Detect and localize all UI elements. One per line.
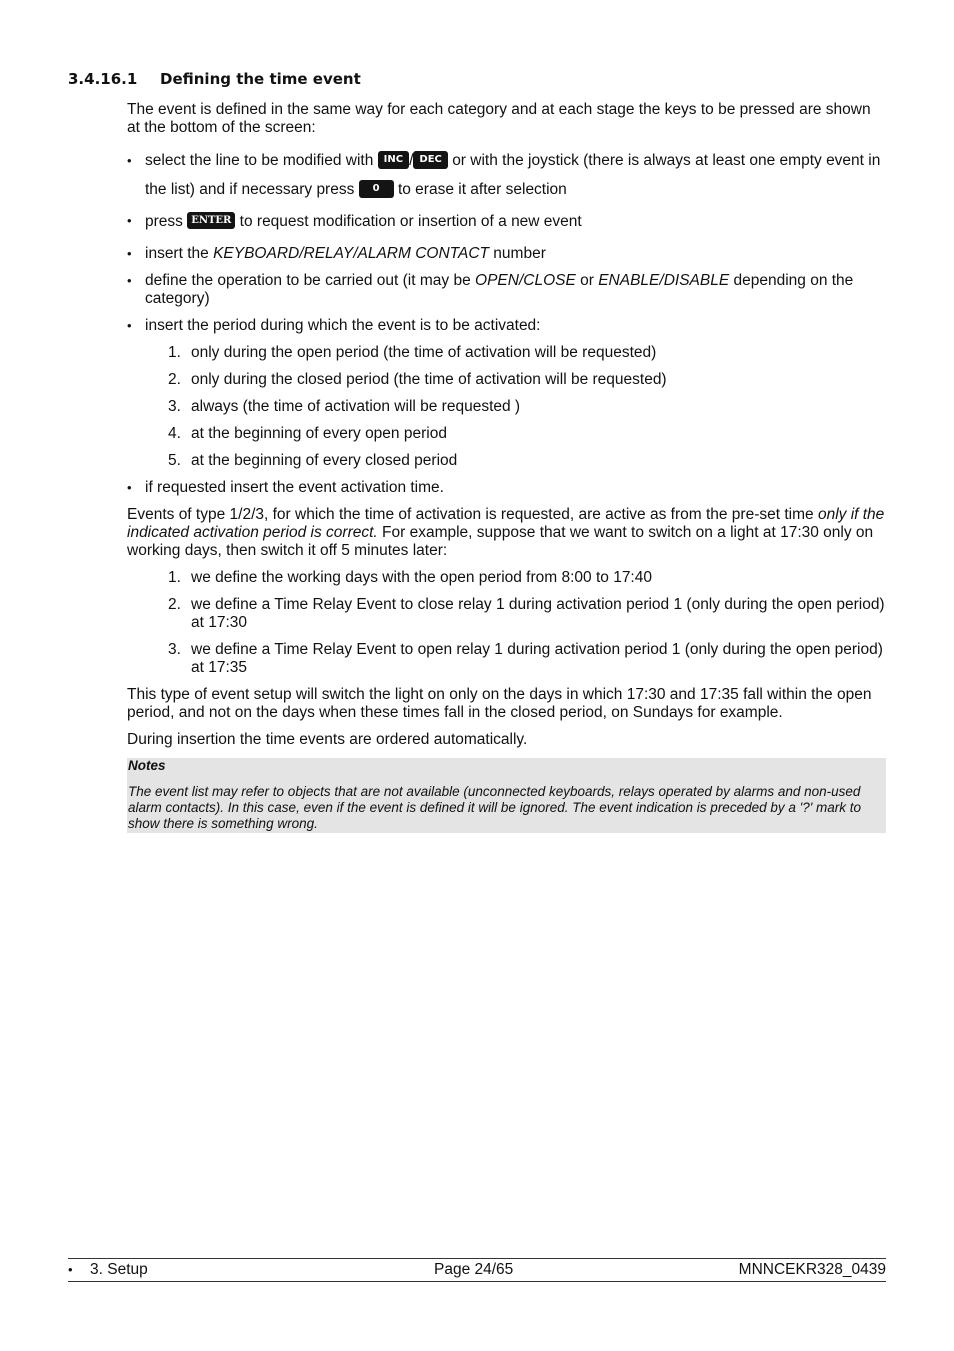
bullet-text: number [493, 245, 546, 262]
list-text: at the beginning of every open period [191, 425, 447, 442]
list-text: we define a Time Relay Event to open relay 1 during activation period 1 (only during the open period) at 17:35 [191, 641, 883, 676]
section-title: Defining the time event [160, 70, 361, 88]
inc-key-icon: INC [378, 151, 409, 169]
list-item [127, 569, 886, 587]
notes-title-bold: Note [128, 758, 158, 773]
list-item [127, 641, 886, 677]
document-body [127, 101, 886, 833]
notes-title-rest: s [158, 758, 166, 773]
bullet-text: or [580, 272, 594, 289]
footer-bullet: • [68, 1262, 73, 1277]
bullet-text: press [145, 213, 183, 230]
bullet-define-operation [127, 272, 886, 308]
list-text: only during the closed period (the time of activation will be requested) [191, 371, 667, 388]
bullet-text: or with the joystick (there is always at least one empty event in the list) and if necessary press [145, 152, 881, 198]
bullet-activation-time: • if requested insert the event activation time. [127, 479, 886, 497]
footer-section [68, 1261, 148, 1279]
footer-doc-code: MNNCEKR328_0439 [738, 1261, 886, 1278]
list-item [127, 371, 886, 389]
list-number: 3. [168, 641, 181, 658]
list-text: at the beginning of every closed period [191, 452, 458, 469]
list-text: we define a Time Relay Event to close relay 1 during activation period 1 (only during the open period) at 17:30 [191, 596, 885, 631]
list-number: 5. [168, 452, 181, 469]
bullet-text: to erase it after selection [397, 181, 567, 198]
bullet-emphasis: OPEN/CLOSE [475, 272, 576, 289]
bullet-select-line [127, 146, 886, 204]
section-number: 3.4.16.1 [68, 70, 138, 88]
bullet-insert-number [127, 245, 886, 263]
bullet-text: define the operation to be carried out (it may be [145, 272, 471, 289]
list-number: 4. [168, 425, 181, 442]
bullet-text: to request modification or insertion of a new event [239, 213, 582, 230]
list-item [127, 425, 886, 443]
dec-key-icon: DEC [413, 151, 447, 169]
list-text: we define the working days with the open period from 8:00 to 17:40 [191, 569, 652, 586]
footer-bottom-rule [68, 1281, 886, 1282]
events-paragraph [127, 506, 886, 560]
bullet-text: insert the [145, 245, 209, 262]
bullet-insert-period: • insert the period during which the event is to be activated: [127, 317, 886, 335]
ordering-paragraph: During insertion the time events are ordered automatically. [127, 731, 528, 748]
list-item [127, 596, 886, 632]
key-separator: / [409, 152, 414, 169]
list-item [127, 344, 886, 362]
list-text: only during the open period (the time of activation will be requested) [191, 344, 657, 361]
bullet-text: select the line to be modified with [145, 152, 374, 169]
notes-title [128, 758, 884, 774]
footer-section-label: 3. Setup [90, 1261, 148, 1278]
enter-key-icon: ENTER [187, 212, 235, 229]
list-item [127, 452, 886, 470]
paragraph-text: For example, suppose that we want to switch on a light at 17:30 only on working days, then switch it off 5 minutes later: [127, 524, 874, 559]
zero-key-icon: 0 [359, 180, 394, 198]
list-number: 3. [168, 398, 181, 415]
footer-top-rule [68, 1258, 886, 1259]
list-number: 1. [168, 344, 181, 361]
bullet-text: depending on the category) [145, 272, 854, 307]
bullet-emphasis: KEYBOARD/RELAY/ALARM CONTACT [213, 245, 489, 262]
setup-paragraph: This type of event setup will switch the light on only on the days in which 17:30 and 17:35 fall within the open period, and not on the days when these times fall in the closed period, on Sundays for example. [127, 686, 872, 721]
list-number: 2. [168, 371, 181, 388]
paragraph-text: Events of type 1/2/3, for which the time of activation is requested, are active as from the pre-set time [127, 506, 814, 523]
bullet-emphasis: ENABLE/DISABLE [598, 272, 730, 289]
list-number: 1. [168, 569, 181, 586]
section-heading [68, 70, 361, 88]
list-text: always (the time of activation will be requested ) [191, 398, 521, 415]
paragraph-emphasis: only if the indicated activation period is correct. [127, 506, 885, 541]
list-number: 2. [168, 596, 181, 613]
list-item [127, 398, 886, 416]
bullet-press-enter [127, 212, 886, 231]
intro-paragraph: The event is defined in the same way for each category and at each stage the keys to be pressed are shown at the bottom of the screen: [127, 101, 871, 136]
footer-page-number: Page 24/65 [434, 1261, 514, 1278]
notes-box [127, 758, 886, 833]
notes-text: The event list may refer to objects that are not available (unconnected keyboards, relays operated by alarms and non-used alarm contacts). In this case, even if the event is defined it will be ignored. The event indication is preceded by a '?' mark to show there is something wrong. [128, 784, 862, 831]
